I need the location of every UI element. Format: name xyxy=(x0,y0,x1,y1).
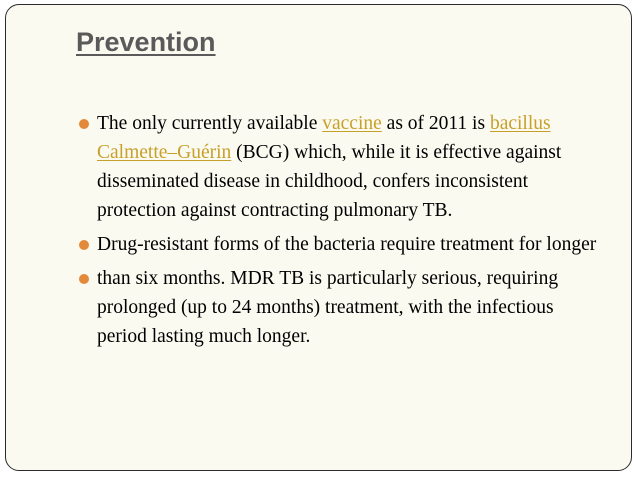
bullet-text: than six months. MDR TB is particularly serious, requiring prolonged (up to 24 months) treatment, with the infectious period lasting much longer. xyxy=(97,268,559,347)
slide-frame xyxy=(5,4,632,471)
bullet-item-mdr-tb xyxy=(78,264,603,351)
bullet-text: The only currently available xyxy=(97,113,323,134)
vaccine-link[interactable]: vaccine xyxy=(322,113,382,134)
bullet-item-drug-resistant xyxy=(78,230,603,259)
bullet-text: (BCG) which, while it is effective against disseminated disease in childhood, confers inconsistent protection against contracting pulmonary TB. xyxy=(97,142,562,221)
bullet-text: as of 2011 is xyxy=(381,113,490,134)
bullet-dot-icon xyxy=(79,119,89,129)
slide-title: Prevention xyxy=(76,27,216,57)
bcg-link[interactable]: bacillus Calmette–Guérin xyxy=(97,113,551,163)
bullet-list xyxy=(78,109,603,356)
bullet-item-vaccine xyxy=(78,109,603,225)
bullet-dot-icon xyxy=(79,240,89,250)
bullet-text: Drug-resistant forms of the bacteria require treatment for longer xyxy=(97,234,597,255)
bullet-dot-icon xyxy=(79,274,89,284)
